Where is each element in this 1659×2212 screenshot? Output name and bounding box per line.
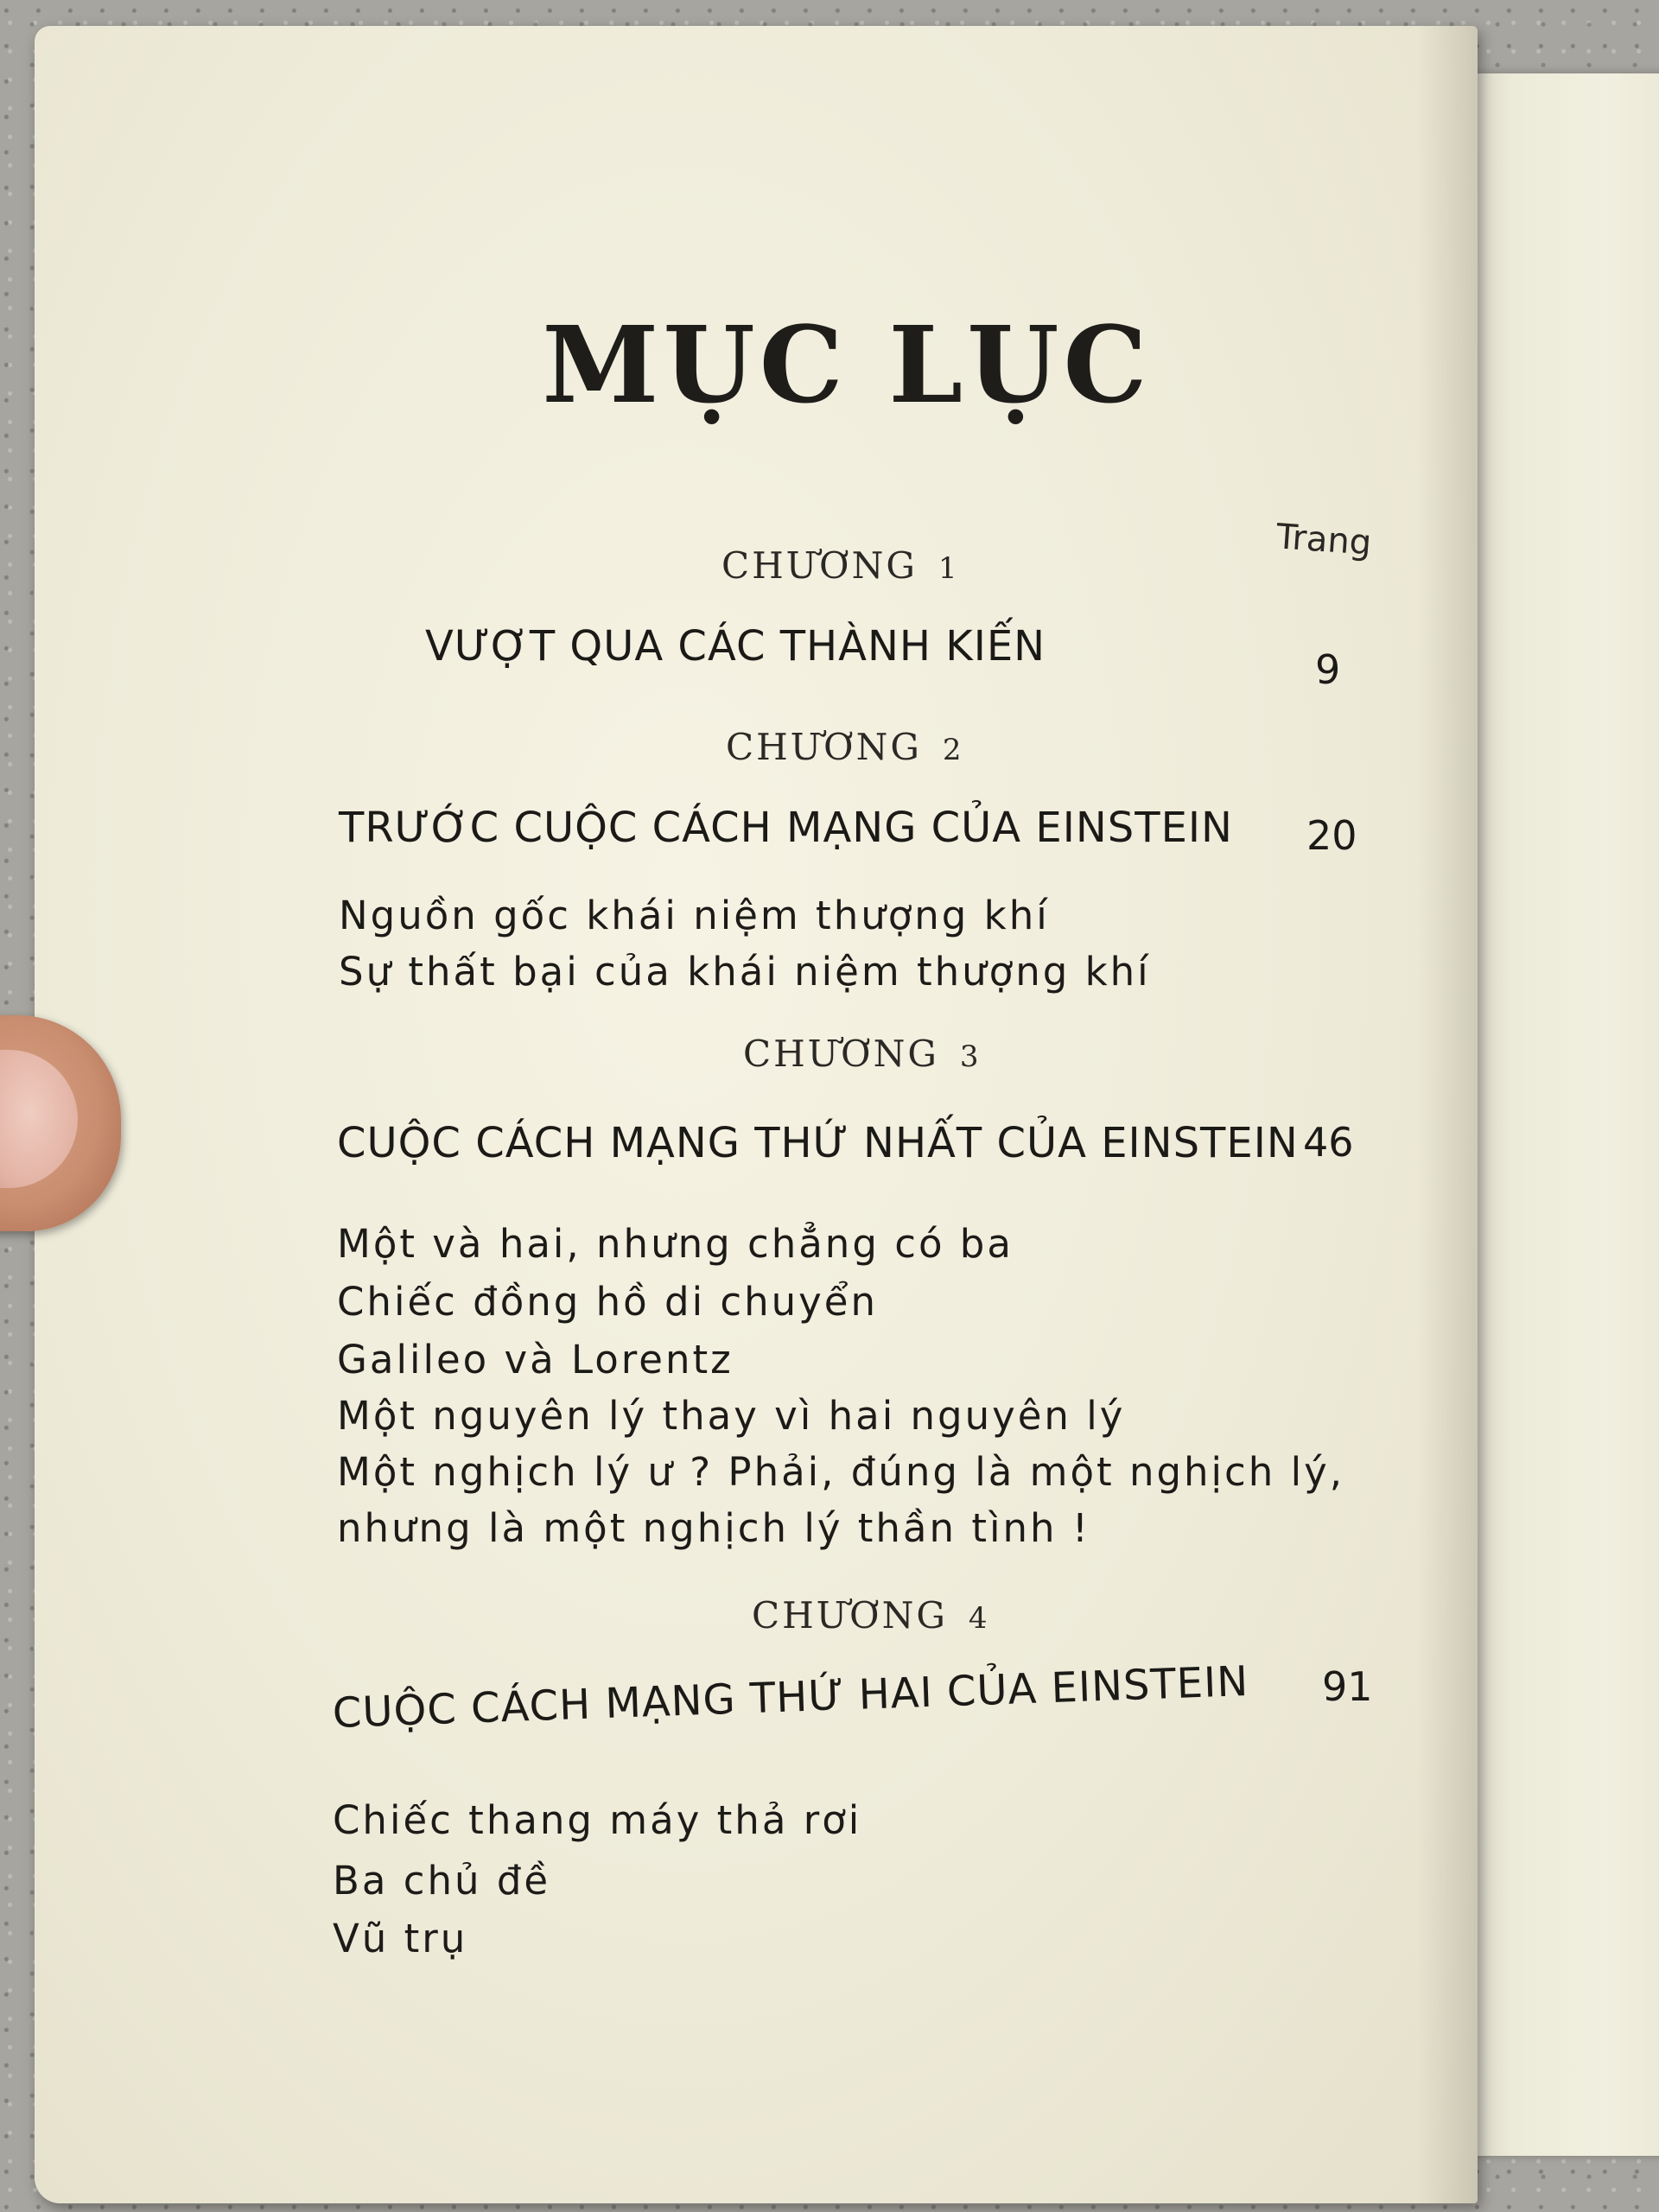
chapter-3-section-3: Galileo và Lorentz — [337, 1337, 734, 1382]
chapter-2-page: 20 — [1306, 812, 1357, 859]
chapter-3-label-text: CHƯƠNG — [743, 1033, 939, 1075]
thumbnail-nail — [0, 1050, 78, 1188]
chapter-4-page: 91 — [1322, 1663, 1373, 1710]
page-title-container — [35, 302, 1478, 427]
chapter-1-page: 9 — [1315, 646, 1341, 693]
chapter-2-title: TRƯỚC CUỘC CÁCH MẠNG CỦA EINSTEIN — [339, 804, 1233, 852]
chapter-2-section-1: Nguồn gốc khái niệm thượng khí — [339, 893, 1050, 938]
chapter-3-section-4: Một nguyên lý thay vì hai nguyên lý — [337, 1393, 1126, 1439]
chapter-4-label-text: CHƯƠNG — [752, 1594, 948, 1637]
page-title: MỤC LỤC — [542, 302, 1152, 427]
chapter-4-number: 4 — [968, 1601, 990, 1636]
chapter-3-section-6: nhưng là một nghịch lý thần tình ! — [337, 1505, 1090, 1551]
chapter-3-section-1: Một và hai, nhưng chẳng có ba — [337, 1221, 1014, 1267]
page-column-label: Trang — [1274, 517, 1373, 563]
chapter-4-section-2: Ba chủ đề — [333, 1858, 551, 1904]
chapter-3-page: 46 — [1303, 1119, 1354, 1166]
chapter-4-label — [752, 1594, 990, 1637]
chapter-4-title: CUỘC CÁCH MẠNG THỨ HAI CỦA EINSTEIN — [332, 1656, 1250, 1738]
book-page — [35, 26, 1478, 2203]
chapter-2-number: 2 — [942, 733, 964, 767]
chapter-2-label — [726, 726, 964, 768]
chapter-1-number: 1 — [938, 551, 960, 586]
chapter-3-title: CUỘC CÁCH MẠNG THỨ NHẤT CỦA EINSTEIN — [337, 1119, 1299, 1167]
chapter-1-label — [721, 544, 960, 587]
chapter-1-label-text: CHƯƠNG — [721, 544, 918, 587]
chapter-4-section-1: Chiếc thang máy thả rơi — [333, 1797, 862, 1843]
chapter-4-section-3: Vũ trụ — [333, 1916, 468, 1961]
chapter-1-title: VƯỢT QUA CÁC THÀNH KIẾN — [425, 622, 1046, 671]
chapter-3-label — [743, 1033, 982, 1075]
chapter-3-number: 3 — [959, 1039, 982, 1074]
chapter-3-section-5: Một nghịch lý ư ? Phải, đúng là một nghịch lý, — [337, 1449, 1345, 1495]
chapter-3-section-2: Chiếc đồng hồ di chuyển — [337, 1279, 879, 1325]
next-page-edge — [1469, 73, 1659, 2156]
show-through-text — [320, 423, 1443, 634]
chapter-2-label-text: CHƯƠNG — [726, 726, 922, 768]
chapter-2-section-2: Sự thất bại của khái niệm thượng khí — [339, 949, 1151, 995]
